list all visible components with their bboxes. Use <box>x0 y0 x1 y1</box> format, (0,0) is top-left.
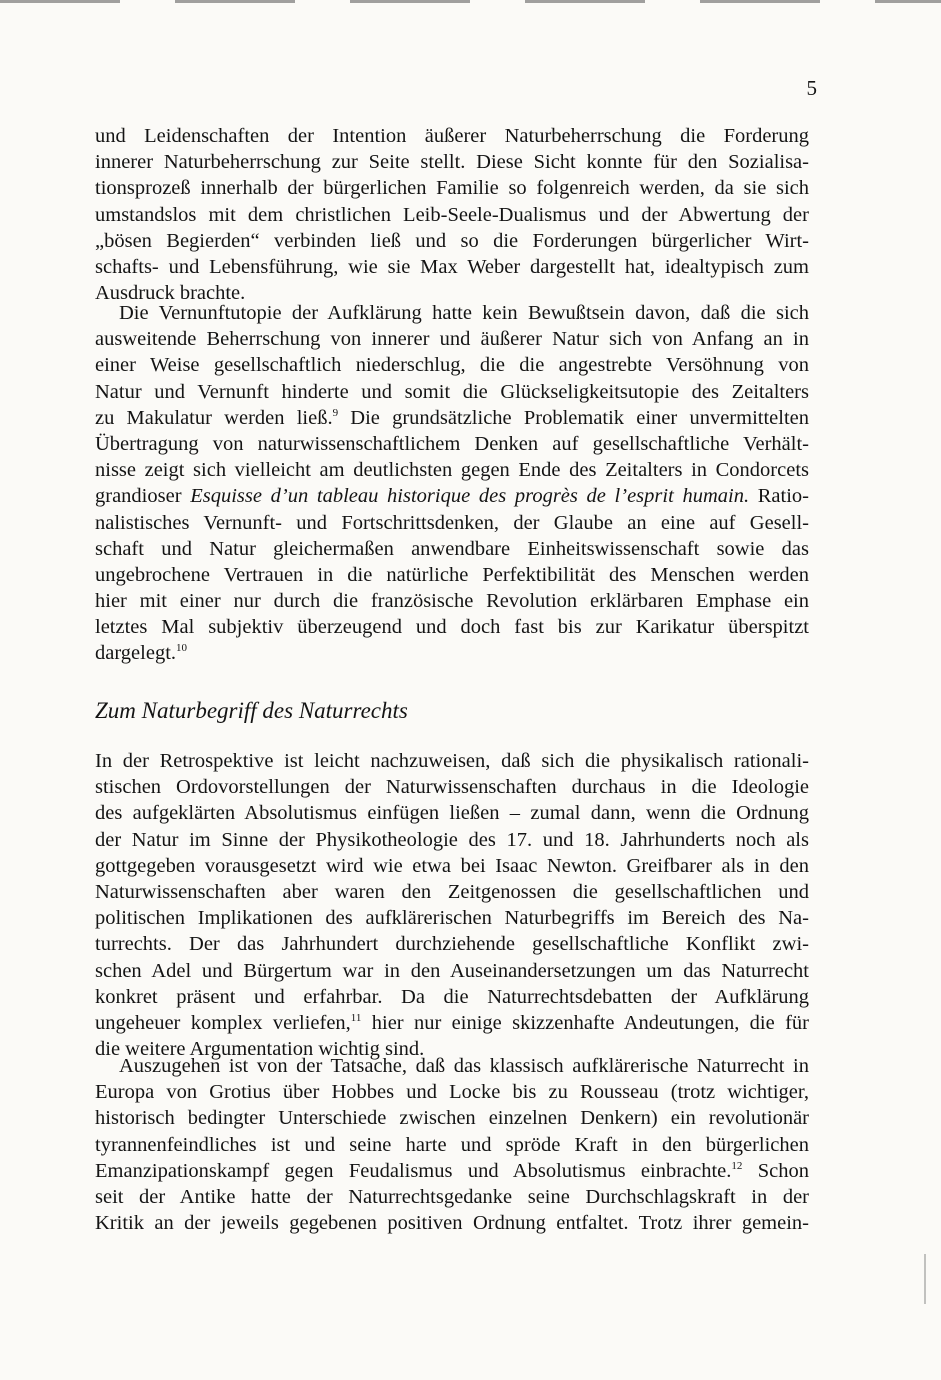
text-line: innerer Naturbeherrschung zur Seite stellt. Diese Sicht konnte für den Sozialisa- <box>95 151 809 174</box>
text-line-book-title: grandioser Esquisse d’un tableau historique des progrès de l’esprit humain. Ratio- <box>95 485 809 508</box>
text-line: schafts- und Lebensführung, wie sie Max Weber dargestellt hat, idealtypisch zum <box>95 255 809 278</box>
book-title: Esquisse d’un tableau historique des progrès de l’esprit humain. <box>190 485 750 508</box>
scan-edge <box>0 0 941 3</box>
text-line: tionsprozeß innerhalb der bürgerlichen Familie so folgenreich werden, da sie sich <box>95 177 809 200</box>
paragraph-vernunftutopie <box>95 300 809 667</box>
text-line: Auszugehen ist von der Tatsache, daß das klassisch aufklärerische Naturrecht in <box>119 1055 809 1077</box>
text-line: die weitere Argumentation wichtig sind. <box>95 1038 425 1061</box>
text-line: Natur und Vernunft hinderte und somit die Glückseligkeitsutopie des Zeitalters <box>95 380 809 403</box>
text-line: schaft und Natur gleichermaßen anwendbare Einheitswissenschaft sowie das <box>95 537 809 560</box>
text-line: letztes Mal subjektiv überzeugend und doch fast bis zur Karikatur überspitzt <box>95 616 809 639</box>
text-line-footnote-9: zu Makulatur werden ließ.$^9$ Die grundsätzliche Problematik einer unvermittelten <box>95 406 809 429</box>
paragraph-continuation <box>95 123 809 306</box>
text-line: Ausdruck brachte. <box>95 282 246 305</box>
text-line: des aufgeklärten Absolutismus einfügen ließen – zumal dann, wenn die Ordnung <box>95 802 809 825</box>
text-line-footnote-10: dargelegt.$^{10}$ <box>95 642 188 665</box>
text-line: einer Weise gesellschaftlich niederschlug, die die angestrebte Versöhnung von <box>95 354 809 377</box>
text-line: Naturwissenschaften aber waren den Zeitgenossen die gesellschaftlichen und <box>95 880 809 903</box>
text-line: konkret präsent und erfahrbar. Da die Naturrechtsdebatten der Aufklärung <box>95 985 809 1008</box>
footnote-ref-9: 9 <box>332 406 339 419</box>
text-line: Kritik an der jeweils gegebenen positiven Ordnung entfaltet. Trotz ihrer gemein- <box>95 1212 809 1235</box>
text-line: schen Adel und Bürgertum war in den Auseinandersetzungen um das Naturrecht <box>95 959 809 982</box>
text-line: historisch bedingter Unterschiede zwischen einzelnen Denkern) ein revolutionär <box>95 1107 809 1130</box>
text-line: Europa von Grotius über Hobbes und Locke bis zu Rousseau (trotz wichtiger, <box>95 1081 809 1104</box>
text-line: Die Vernunftutopie der Aufklärung hatte kein Bewußtsein davon, daß die sich <box>119 302 809 324</box>
text-line: nalistisches Vernunft- und Fortschrittsdenken, der Glaube an eine auf Gesell- <box>95 511 809 534</box>
text-line: turrechts. Der das Jahrhundert durchziehende gesellschaftliche Konflikt zwi- <box>95 933 809 956</box>
text-line: „bösen Begierden“ verbinden ließ und so die Forderungen bürgerlicher Wirt- <box>95 229 809 252</box>
text-line: Übertragung von naturwissenschaftlichem Denken auf gesellschaftliche Verhält- <box>95 432 809 455</box>
footnote-ref-12: 12 <box>731 1159 743 1172</box>
text-line: tyrannenfeindliches ist und seine harte und spröde Kraft in den bürgerlichen <box>95 1133 809 1156</box>
text-line-footnote-12: Emanzipationskampf gegen Feudalismus und Absolutismus einbrachte.$^{12}$ Schon <box>95 1159 810 1182</box>
section-heading: Zum Naturbegriff des Naturrechts <box>95 698 408 723</box>
text-line: politischen Implikationen des aufklärerischen Naturbegriffs im Bereich des Na- <box>95 907 809 930</box>
text-line: ungebrochene Vertrauen in die natürliche Perfektibilität des Menschen werden <box>95 563 809 586</box>
paragraph-retrospektive <box>95 748 809 1062</box>
text-line: stischen Ordovorstellungen der Naturwissenschaften durchaus in die Ideologie <box>95 776 809 799</box>
text-line: der Natur im Sinne der Physikotheologie des 17. und 18. Jahrhunderts noch als <box>95 828 809 851</box>
footnote-ref-10: 10 <box>176 642 188 655</box>
text-line: In der Retrospektive ist leicht nachzuweisen, daß sich die physikalisch rationali- <box>95 750 809 772</box>
text-line-footnote-11: ungeheuer komplex verliefen,$^{11}$ hier nur einige skizzenhafte Andeutungen, die für <box>95 1011 809 1034</box>
text-line: seit der Antike hatte der Naturrechtsgedanke seine Durchschlagskraft in der <box>95 1185 809 1208</box>
text-line: nisse zeigt sich vielleicht am deutlichsten gegen Ende des Zeitalters in Condorcets <box>95 459 809 482</box>
text-line: und Leidenschaften der Intention äußerer Naturbeherrschung die Forderung <box>95 125 809 147</box>
text-line: ausweitende Beherrschung von innerer und äußerer Natur sich von Anfang an in <box>95 328 809 351</box>
text-line: umstandslos mit dem christlichen Leib-Seele-Dualismus und der Abwertung der <box>95 203 809 226</box>
paragraph-auszugehen <box>95 1053 809 1236</box>
text-line: hier mit einer nur durch die französische Revolution erklärbaren Emphase ein <box>95 590 809 613</box>
footnote-ref-11: 11 <box>350 1011 362 1024</box>
text-line: gottgegeben vorausgesetzt wird wie etwa bei Isaac Newton. Greifbarer als in den <box>95 854 809 877</box>
page-number: 5 <box>806 76 817 100</box>
scan-margin-mark <box>924 1254 926 1304</box>
